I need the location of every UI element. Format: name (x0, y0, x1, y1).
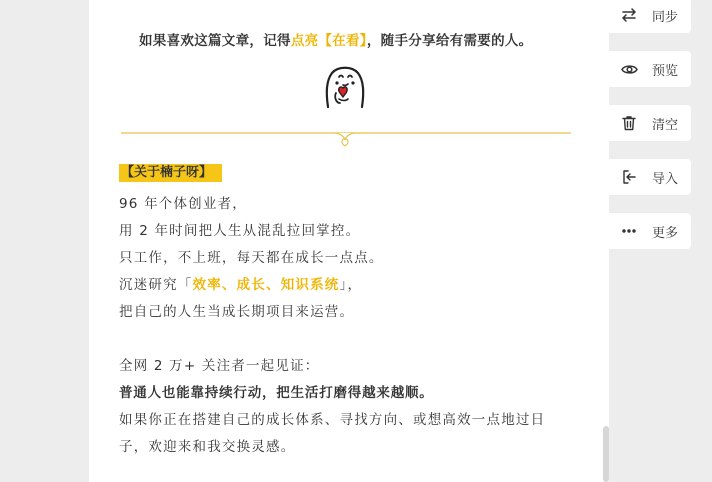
bio-line: 只工作，不上班，每天都在成长一点点。 (119, 250, 384, 266)
decorative-divider (121, 124, 571, 148)
import-icon (620, 168, 638, 186)
sync-label: 同步 (652, 9, 679, 25)
bio-line: 用 2 年时间把人生从混乱拉回掌控。 (119, 223, 361, 239)
article-preview (89, 0, 609, 482)
sync-arrows-icon (620, 6, 638, 24)
intro-prefix: 如果喜欢这篇文章，记得 (139, 33, 291, 49)
bio-line: 子，欢迎来和我交换灵感。 (119, 439, 296, 455)
bio-line: 把自己的人生当成长期项目来运营。 (119, 304, 355, 320)
intro-highlight: 点亮【在看】 (290, 33, 367, 49)
clear-button[interactable] (606, 105, 691, 141)
intro-text (139, 29, 532, 49)
preview-button[interactable] (606, 51, 691, 87)
bio-line-prefix: 沉迷研究「 (119, 277, 193, 293)
bio-line: 全网 2 万+ 关注者一起见证： (119, 358, 320, 374)
eye-icon (620, 60, 638, 78)
trash-icon (620, 114, 638, 132)
more-button[interactable] (606, 213, 691, 249)
bio-line-highlight (119, 273, 362, 293)
bio-line: 96 年个体创业者， (119, 196, 247, 212)
section-title-badge: 【关于楠子呀】 (119, 164, 222, 182)
bio-highlight: 效率、成长、知识系统 (192, 277, 340, 293)
import-label: 导入 (652, 171, 679, 187)
clear-label: 清空 (652, 117, 679, 133)
intro-suffix: ，随手分享给有需要的人。 (366, 33, 533, 49)
more-label: 更多 (652, 225, 679, 241)
preview-label: 预览 (652, 63, 679, 79)
scrollbar-thumb[interactable] (603, 426, 609, 482)
mascot-sticker-icon (322, 63, 368, 109)
bio-line-bold: 普通人也能靠持续行动，把生活打磨得越来越顺。 (119, 385, 434, 401)
more-dots-icon (620, 222, 638, 240)
bio-line-suffix: 」， (339, 277, 363, 293)
import-button[interactable] (606, 159, 691, 195)
bio-line: 如果你正在搭建自己的成长体系、寻找方向、或想高效一点地过日 (119, 412, 546, 428)
sync-button[interactable] (606, 0, 691, 33)
